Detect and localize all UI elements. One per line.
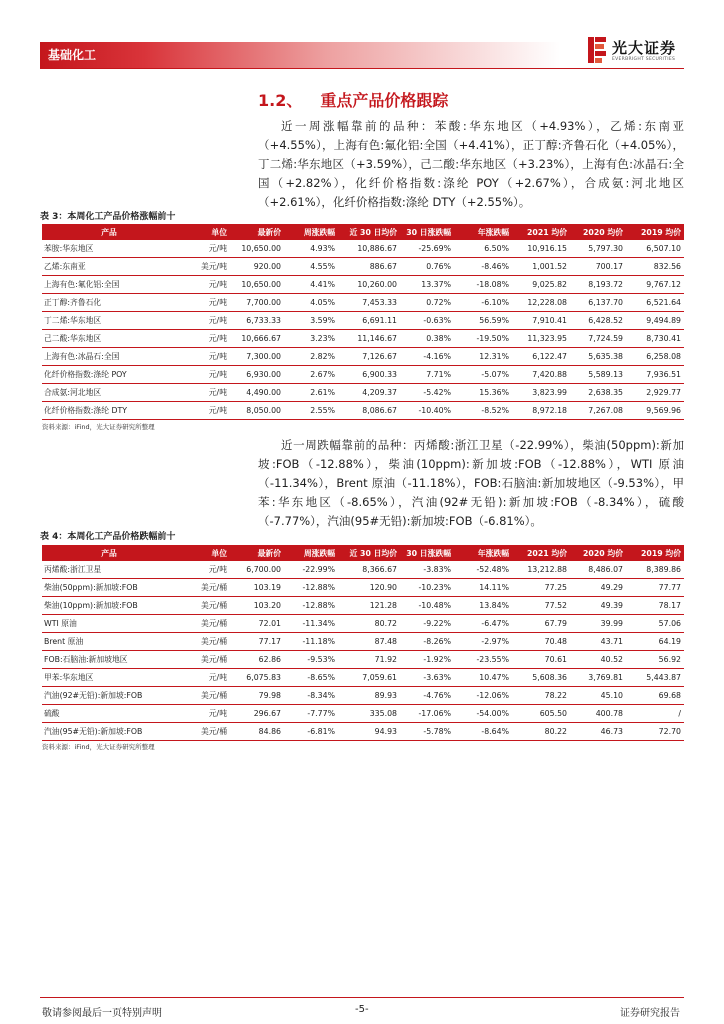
column-header: 2020 均价 — [570, 545, 626, 561]
table-cell: -6.81% — [284, 723, 338, 741]
footer-divider — [40, 997, 684, 998]
table-cell: -3.83% — [400, 561, 454, 579]
price-fall-table — [42, 545, 684, 741]
table-cell: -5.42% — [400, 384, 454, 402]
table-cell: 7,910.41 — [512, 312, 570, 330]
column-header: 2019 均价 — [626, 545, 684, 561]
table-row — [42, 348, 684, 366]
table-cell: -10.40% — [400, 402, 454, 420]
product-name-cell: 乙烯:东南亚 — [42, 258, 176, 276]
table-cell: 7,724.59 — [570, 330, 626, 348]
table-cell: 9,025.82 — [512, 276, 570, 294]
table-cell: 832.56 — [626, 258, 684, 276]
table-cell: -0.63% — [400, 312, 454, 330]
table-cell: 4.55% — [284, 258, 338, 276]
table-cell: 5,589.13 — [570, 366, 626, 384]
table-cell: 0.38% — [400, 330, 454, 348]
table-cell: -6.10% — [454, 294, 512, 312]
table-cell: -5.07% — [454, 366, 512, 384]
table-cell: -23.55% — [454, 651, 512, 669]
table-cell: 元/吨 — [176, 348, 230, 366]
column-header: 最新价 — [230, 545, 284, 561]
table-cell: 0.72% — [400, 294, 454, 312]
footer-disclaimer: 敬请参阅最后一页特别声明 — [42, 1008, 162, 1019]
table-cell: 6,930.00 — [230, 366, 284, 384]
table-cell: 700.17 — [570, 258, 626, 276]
table-cell: 8,730.41 — [626, 330, 684, 348]
table-row — [42, 561, 684, 579]
table-cell: 8,366.67 — [338, 561, 400, 579]
table-cell: 4.41% — [284, 276, 338, 294]
column-header: 近 30 日均价 — [338, 224, 400, 240]
table-row — [42, 597, 684, 615]
table-cell: -12.88% — [284, 579, 338, 597]
page-number: -5- — [355, 1004, 369, 1015]
product-name-cell: WTI 原油 — [42, 615, 176, 633]
table-cell: 6,733.33 — [230, 312, 284, 330]
table-cell: 美元/吨 — [176, 258, 230, 276]
table-cell: 296.67 — [230, 705, 284, 723]
table-cell: 6,137.70 — [570, 294, 626, 312]
table-cell: 12.31% — [454, 348, 512, 366]
column-header: 近 30 日均价 — [338, 545, 400, 561]
table-cell: 8,389.86 — [626, 561, 684, 579]
table-cell: 7,453.33 — [338, 294, 400, 312]
table-cell: 2.67% — [284, 366, 338, 384]
table-cell: -8.34% — [284, 687, 338, 705]
section-title-text: 重点产品价格跟踪 — [320, 91, 449, 110]
table-cell: 14.11% — [454, 579, 512, 597]
table-cell: 886.67 — [338, 258, 400, 276]
table-cell: 2.82% — [284, 348, 338, 366]
column-header: 30 日涨跌幅 — [400, 545, 454, 561]
table-cell: 10.47% — [454, 669, 512, 687]
table-row — [42, 294, 684, 312]
table-cell: 6.50% — [454, 240, 512, 258]
product-name-cell: 苯胺:华东地区 — [42, 240, 176, 258]
table-cell: -9.53% — [284, 651, 338, 669]
table-cell: -8.46% — [454, 258, 512, 276]
header-bar — [40, 42, 560, 68]
table-cell: -12.06% — [454, 687, 512, 705]
table-cell: 元/吨 — [176, 366, 230, 384]
table-cell: -10.23% — [400, 579, 454, 597]
table-cell: 10,886.67 — [338, 240, 400, 258]
table-cell: 9,569.96 — [626, 402, 684, 420]
table-cell: 8,050.00 — [230, 402, 284, 420]
table-cell: 94.93 — [338, 723, 400, 741]
product-name-cell: 硫酸 — [42, 705, 176, 723]
table-cell: 3.23% — [284, 330, 338, 348]
product-name-cell: 正丁醇:齐鲁石化 — [42, 294, 176, 312]
table-cell: 64.19 — [626, 633, 684, 651]
product-name-cell: Brent 原油 — [42, 633, 176, 651]
rising-summary-paragraph: 近一周涨幅靠前的品种：苯酸:华东地区（+4.93%），乙烯:东南亚（+4.55%），上海有色:氟化铝:全国（+4.41%），正丁醇:齐鲁石化（+4.05%），丁二烯:华东地区（+3.59%），己二酸:华东地区（+3.23%），上海有色:冰晶石:全国（+2.82%），化纤价格指数:涤纶 POY（+2.67%），合成氨:河北地区（+2.61%），化纤价格指数:涤纶 DTY（+2.55%）。 — [258, 119, 684, 209]
product-name-cell: 合成氨:河北地区 — [42, 384, 176, 402]
table-cell: 元/吨 — [176, 705, 230, 723]
table-cell: -7.77% — [284, 705, 338, 723]
table-cell: 87.48 — [338, 633, 400, 651]
table-cell: 0.76% — [400, 258, 454, 276]
table-cell: -52.48% — [454, 561, 512, 579]
table-cell: 77.25 — [512, 579, 570, 597]
table-cell: 40.52 — [570, 651, 626, 669]
table-cell: 103.20 — [230, 597, 284, 615]
table-cell: 11,323.95 — [512, 330, 570, 348]
table-cell: 49.29 — [570, 579, 626, 597]
table-cell: 7,126.67 — [338, 348, 400, 366]
column-header: 2021 均价 — [512, 545, 570, 561]
table-cell: 400.78 — [570, 705, 626, 723]
table-cell: -17.06% — [400, 705, 454, 723]
table-cell: -10.48% — [400, 597, 454, 615]
table-cell: 3.59% — [284, 312, 338, 330]
table-cell: 2.61% — [284, 384, 338, 402]
table-cell: 10,650.00 — [230, 240, 284, 258]
table-cell: 80.22 — [512, 723, 570, 741]
table-cell: 美元/桶 — [176, 633, 230, 651]
table-cell: 9,767.12 — [626, 276, 684, 294]
table-cell: -12.88% — [284, 597, 338, 615]
table-cell: 2,638.35 — [570, 384, 626, 402]
section-number: 1.2、 — [258, 91, 303, 110]
product-name-cell: 己二酸:华东地区 — [42, 330, 176, 348]
column-header: 2021 均价 — [512, 224, 570, 240]
table-row — [42, 651, 684, 669]
brand-subtitle: EVERBRIGHT SECURITIES — [612, 57, 676, 62]
product-name-cell: 化纤价格指数:涤纶 POY — [42, 366, 176, 384]
table-cell: 84.86 — [230, 723, 284, 741]
column-header: 2019 均价 — [626, 224, 684, 240]
table-row — [42, 240, 684, 258]
table-cell: 8,086.67 — [338, 402, 400, 420]
table-cell: 美元/桶 — [176, 651, 230, 669]
table-row — [42, 366, 684, 384]
table-cell: -4.16% — [400, 348, 454, 366]
table-cell: -11.34% — [284, 615, 338, 633]
table4-source: 资料来源：iFind，光大证券研究所整理 — [42, 743, 155, 751]
table-cell: 605.50 — [512, 705, 570, 723]
table-cell: 78.22 — [512, 687, 570, 705]
table-cell: -54.00% — [454, 705, 512, 723]
table-cell: 美元/桶 — [176, 723, 230, 741]
table-cell: 8,193.72 — [570, 276, 626, 294]
table-cell: -1.92% — [400, 651, 454, 669]
table-cell: 11,146.67 — [338, 330, 400, 348]
brand-logo-icon — [586, 36, 608, 64]
report-category: 基础化工 — [48, 48, 97, 62]
table-cell: / — [626, 705, 684, 723]
table-cell: -5.78% — [400, 723, 454, 741]
table-cell: 335.08 — [338, 705, 400, 723]
table-cell: 7,300.00 — [230, 348, 284, 366]
table-cell: 2,929.77 — [626, 384, 684, 402]
table-cell: 67.79 — [512, 615, 570, 633]
table-row — [42, 258, 684, 276]
table-cell: -2.97% — [454, 633, 512, 651]
column-header: 单位 — [176, 545, 230, 561]
product-name-cell: FOB:石脑油:新加坡地区 — [42, 651, 176, 669]
table-cell: 7.71% — [400, 366, 454, 384]
table-cell: 9,494.89 — [626, 312, 684, 330]
table-cell: 46.73 — [570, 723, 626, 741]
table-cell: 元/吨 — [176, 561, 230, 579]
table-cell: 元/吨 — [176, 330, 230, 348]
table-row — [42, 669, 684, 687]
table-cell: 元/吨 — [176, 276, 230, 294]
table-cell: -3.63% — [400, 669, 454, 687]
table-cell: -4.76% — [400, 687, 454, 705]
table-cell: -25.69% — [400, 240, 454, 258]
table-cell: 7,700.00 — [230, 294, 284, 312]
table-cell: 2.55% — [284, 402, 338, 420]
table-row — [42, 276, 684, 294]
table-cell: 77.77 — [626, 579, 684, 597]
column-header: 周涨跌幅 — [284, 545, 338, 561]
table-cell: -22.99% — [284, 561, 338, 579]
column-header: 单位 — [176, 224, 230, 240]
table-cell: 8,486.07 — [570, 561, 626, 579]
table-cell: 5,635.38 — [570, 348, 626, 366]
table-cell: 121.28 — [338, 597, 400, 615]
table-cell: 美元/桶 — [176, 579, 230, 597]
table-row — [42, 312, 684, 330]
table3-source: 资料来源：iFind，光大证券研究所整理 — [42, 423, 155, 431]
table-cell: 6,428.52 — [570, 312, 626, 330]
table-cell: 7,936.51 — [626, 366, 684, 384]
product-name-cell: 化纤价格指数:涤纶 DTY — [42, 402, 176, 420]
table-row — [42, 384, 684, 402]
table-cell: 5,608.36 — [512, 669, 570, 687]
table-cell: -6.47% — [454, 615, 512, 633]
table-cell: 6,521.64 — [626, 294, 684, 312]
table-cell: 103.19 — [230, 579, 284, 597]
table-row — [42, 579, 684, 597]
product-name-cell: 汽油(95#无铅):新加坡:FOB — [42, 723, 176, 741]
table-cell: 元/吨 — [176, 294, 230, 312]
table-cell: 5,797.30 — [570, 240, 626, 258]
table-cell: 69.68 — [626, 687, 684, 705]
table-cell: 10,916.15 — [512, 240, 570, 258]
table-cell: 120.90 — [338, 579, 400, 597]
product-name-cell: 丁二烯:华东地区 — [42, 312, 176, 330]
table-cell: 56.59% — [454, 312, 512, 330]
table-cell: 7,420.88 — [512, 366, 570, 384]
table-cell: 13.37% — [400, 276, 454, 294]
table-cell: -8.52% — [454, 402, 512, 420]
table-cell: -8.26% — [400, 633, 454, 651]
table-cell: 6,691.11 — [338, 312, 400, 330]
table-cell: 3,769.81 — [570, 669, 626, 687]
product-name-cell: 丙烯酸:浙江卫星 — [42, 561, 176, 579]
table-row — [42, 723, 684, 741]
table-row — [42, 330, 684, 348]
table-cell: 元/吨 — [176, 240, 230, 258]
table-cell: 6,258.08 — [626, 348, 684, 366]
table-row — [42, 705, 684, 723]
table4-caption: 表 4：本周化工产品价格跌幅前十 — [40, 532, 176, 542]
table-cell: 15.36% — [454, 384, 512, 402]
table-cell: 1,001.52 — [512, 258, 570, 276]
table-cell: 70.48 — [512, 633, 570, 651]
table-cell: 6,900.33 — [338, 366, 400, 384]
table-cell: 89.93 — [338, 687, 400, 705]
table-cell: 62.86 — [230, 651, 284, 669]
table-cell: 10,666.67 — [230, 330, 284, 348]
price-rise-table — [42, 224, 684, 420]
table-cell: 6,700.00 — [230, 561, 284, 579]
table-cell: 4,209.37 — [338, 384, 400, 402]
table-cell: 78.17 — [626, 597, 684, 615]
falling-summary-paragraph: 近一周跌幅靠前的品种：丙烯酸:浙江卫星（-22.99%），柴油(50ppm):新加坡:FOB（-12.88%），柴油(10ppm):新加坡:FOB（-12.88%），WTI 原油（-11.34%），Brent 原油（-11.18%），FOB:石脑油:新加坡地区（-9.53%），甲苯:华东地区（-8.65%），汽油(92#无铅):新加坡:FOB（-8.34%），硫酸（-7.77%），汽油(95#无铅):新加坡:FOB（-6.81%）。 — [258, 438, 684, 528]
table-cell: 美元/桶 — [176, 597, 230, 615]
table3-caption: 表 3：本周化工产品价格涨幅前十 — [40, 212, 176, 222]
table-cell: -11.18% — [284, 633, 338, 651]
column-header: 最新价 — [230, 224, 284, 240]
table-cell: 3,823.99 — [512, 384, 570, 402]
table-cell: 71.92 — [338, 651, 400, 669]
table-cell: 39.99 — [570, 615, 626, 633]
column-header: 2020 均价 — [570, 224, 626, 240]
table-cell: 43.71 — [570, 633, 626, 651]
header-divider — [40, 68, 684, 69]
table-cell: 6,507.10 — [626, 240, 684, 258]
column-header: 30 日涨跌幅 — [400, 224, 454, 240]
column-header: 产品 — [42, 224, 176, 240]
table-cell: -8.65% — [284, 669, 338, 687]
table-cell: 元/吨 — [176, 669, 230, 687]
table-row — [42, 615, 684, 633]
table-cell: 77.17 — [230, 633, 284, 651]
table-row — [42, 633, 684, 651]
table-cell: 元/吨 — [176, 312, 230, 330]
table-cell: 美元/桶 — [176, 687, 230, 705]
table-cell: 70.61 — [512, 651, 570, 669]
brand-name: 光大证券 — [612, 39, 677, 57]
table-cell: 79.98 — [230, 687, 284, 705]
table-cell: 8,972.18 — [512, 402, 570, 420]
table-cell: 7,059.61 — [338, 669, 400, 687]
table-cell: 4.93% — [284, 240, 338, 258]
table-cell: 56.92 — [626, 651, 684, 669]
table-cell: 49.39 — [570, 597, 626, 615]
table-cell: 4.05% — [284, 294, 338, 312]
column-header: 产品 — [42, 545, 176, 561]
section-title — [258, 88, 448, 111]
table-cell: 6,122.47 — [512, 348, 570, 366]
table-cell: 6,075.83 — [230, 669, 284, 687]
table-cell: 13.84% — [454, 597, 512, 615]
table-cell: 美元/桶 — [176, 615, 230, 633]
table-cell: -9.22% — [400, 615, 454, 633]
table-cell: 57.06 — [626, 615, 684, 633]
table-cell: 72.70 — [626, 723, 684, 741]
table-cell: 10,260.00 — [338, 276, 400, 294]
column-header: 周涨跌幅 — [284, 224, 338, 240]
column-header: 年涨跌幅 — [454, 224, 512, 240]
table-cell: 77.52 — [512, 597, 570, 615]
table-cell: -19.50% — [454, 330, 512, 348]
table-cell: 10,650.00 — [230, 276, 284, 294]
table-cell: 920.00 — [230, 258, 284, 276]
table-cell: 元/吨 — [176, 384, 230, 402]
table-row — [42, 687, 684, 705]
table-row — [42, 402, 684, 420]
table-cell: 45.10 — [570, 687, 626, 705]
table-cell: 5,443.87 — [626, 669, 684, 687]
table-cell: 元/吨 — [176, 402, 230, 420]
table-cell: 4,490.00 — [230, 384, 284, 402]
table-cell: 80.72 — [338, 615, 400, 633]
table-cell: 12,228.08 — [512, 294, 570, 312]
column-header: 年涨跌幅 — [454, 545, 512, 561]
product-name-cell: 汽油(92#无铅):新加坡:FOB — [42, 687, 176, 705]
product-name-cell: 上海有色:冰晶石:全国 — [42, 348, 176, 366]
product-name-cell: 甲苯:华东地区 — [42, 669, 176, 687]
table-cell: -18.08% — [454, 276, 512, 294]
product-name-cell: 柴油(50ppm):新加坡:FOB — [42, 579, 176, 597]
table-cell: 72.01 — [230, 615, 284, 633]
table-cell: 13,212.88 — [512, 561, 570, 579]
table-cell: -8.64% — [454, 723, 512, 741]
product-name-cell: 柴油(10ppm):新加坡:FOB — [42, 597, 176, 615]
table-cell: 7,267.08 — [570, 402, 626, 420]
product-name-cell: 上海有色:氟化铝:全国 — [42, 276, 176, 294]
footer-report-type: 证券研究报告 — [620, 1008, 680, 1019]
